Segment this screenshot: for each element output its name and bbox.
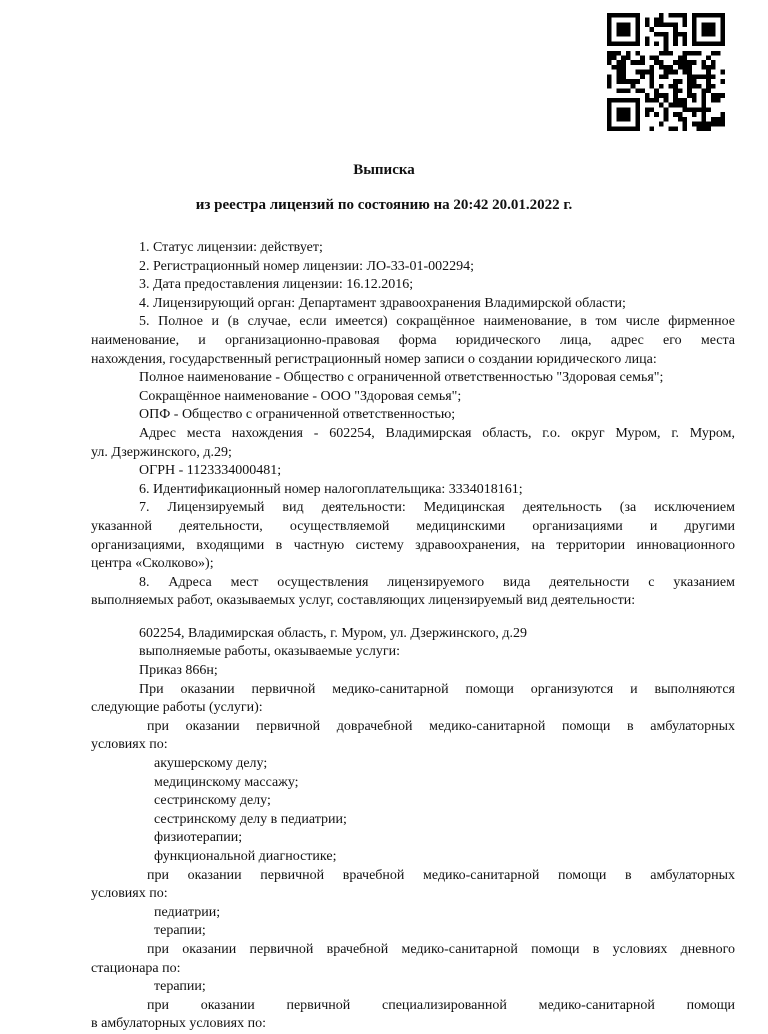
section-4-line-1: при оказании первичной специализированной медико-санитарной помощи (147, 997, 735, 1013)
qr-code-icon (607, 13, 725, 131)
licensing-authority: 4. Лицензирующий орган: Департамент здравоохранения Владимирской области; (139, 295, 626, 311)
ogrn: ОГРН - 1123334000481; (139, 463, 282, 479)
section-1-line-1: при оказании первичной доврачебной медико-санитарной помощи в амбулаторных (147, 718, 735, 734)
activity-line-1: 7. Лицензируемый вид деятельности: Медицинская деятельность (за исключением (139, 500, 735, 516)
document-subtitle: из реестра лицензий по состоянию на 20:42 20.01.2022 г. (195, 197, 573, 213)
address-line-1: Адрес места нахождения - 602254, Владимирская область, г.о. округ Муром, г. Муром, (139, 425, 735, 441)
full-name: Полное наименование - Общество с ограниченной ответственностью "Здоровая семья"; (139, 370, 664, 386)
order-number: Приказ 866н; (139, 663, 218, 679)
service-item: педиатрии; (154, 904, 221, 920)
section-2-line-2: условиях по: (91, 886, 168, 902)
section-2-line-1: при оказании первичной врачебной медико-санитарной помощи в амбулаторных (147, 867, 735, 883)
intro-line-2: следующие работы (услуги): (91, 700, 263, 716)
intro-line-1: При оказании первичной медико-санитарной помощи организуются и выполняются (139, 681, 735, 697)
section-4-line-2: в амбулаторных условиях по: (91, 1016, 266, 1032)
document-title: Выписка (353, 162, 415, 178)
works-label: выполняемые работы, оказываемые услуги: (139, 644, 401, 660)
name-heading-line-2: наименование, и организационно-правовая форма юридического лица, адрес его места (91, 332, 735, 348)
service-item: физиотерапии; (154, 830, 243, 846)
activity-line-3: организациями, входящими в частную систему здравоохранения, на территории инновационного (91, 537, 735, 553)
section-3-line-2: стационара по: (91, 960, 181, 976)
name-heading-line-3: нахождения, государственный регистрационный номер записи о создании юридического лица: (91, 351, 657, 367)
license-status: 1. Статус лицензии: действует; (139, 240, 323, 255)
service-item: функциональной диагностике; (154, 849, 337, 864)
license-extract-body (91, 239, 735, 1034)
section-1-line-2: условиях по: (91, 737, 168, 753)
address-line-2: ул. Дзержинского, д.29; (91, 444, 232, 460)
legal-form: ОПФ - Общество с ограниченной ответственностью; (139, 407, 456, 423)
license-date: 3. Дата предоставления лицензии: 16.12.2016; (139, 277, 414, 293)
service-item: терапии; (154, 979, 206, 995)
service-item: сестринскому делу в педиатрии; (154, 811, 347, 827)
places-line-1: 8. Адреса мест осуществления лицензируемого вида деятельности с указанием (139, 574, 735, 590)
section-3-line-1: при оказании первичной врачебной медико-санитарной помощи в условиях дневного (147, 941, 735, 957)
activity-line-2: указанной деятельности, осуществляемой медицинскими организациями и другими (91, 518, 735, 534)
activity-line-4: центра «Сколково»); (91, 556, 214, 572)
service-item: терапии; (154, 923, 206, 939)
short-name: Сокращённое наименование - ООО "Здоровая семья"; (139, 388, 462, 404)
name-heading-line-1: 5. Полное и (в случае, если имеется) сокращённое наименование, в том числе фирменное (139, 314, 735, 330)
place-address: 602254, Владимирская область, г. Муром, ул. Дзержинского, д.29 (139, 625, 528, 641)
license-reg-number: 2. Регистрационный номер лицензии: ЛО-33-01-002294; (139, 258, 474, 274)
inn: 6. Идентификационный номер налогоплательщика: 3334018161; (139, 481, 523, 497)
places-line-2: выполняемых работ, оказываемых услуг, составляющих лицензируемый вид деятельности: (91, 593, 636, 609)
service-item: сестринскому делу; (154, 793, 271, 809)
service-item: акушерскому делу; (154, 756, 268, 772)
service-item: медицинскому массажу; (154, 774, 299, 790)
